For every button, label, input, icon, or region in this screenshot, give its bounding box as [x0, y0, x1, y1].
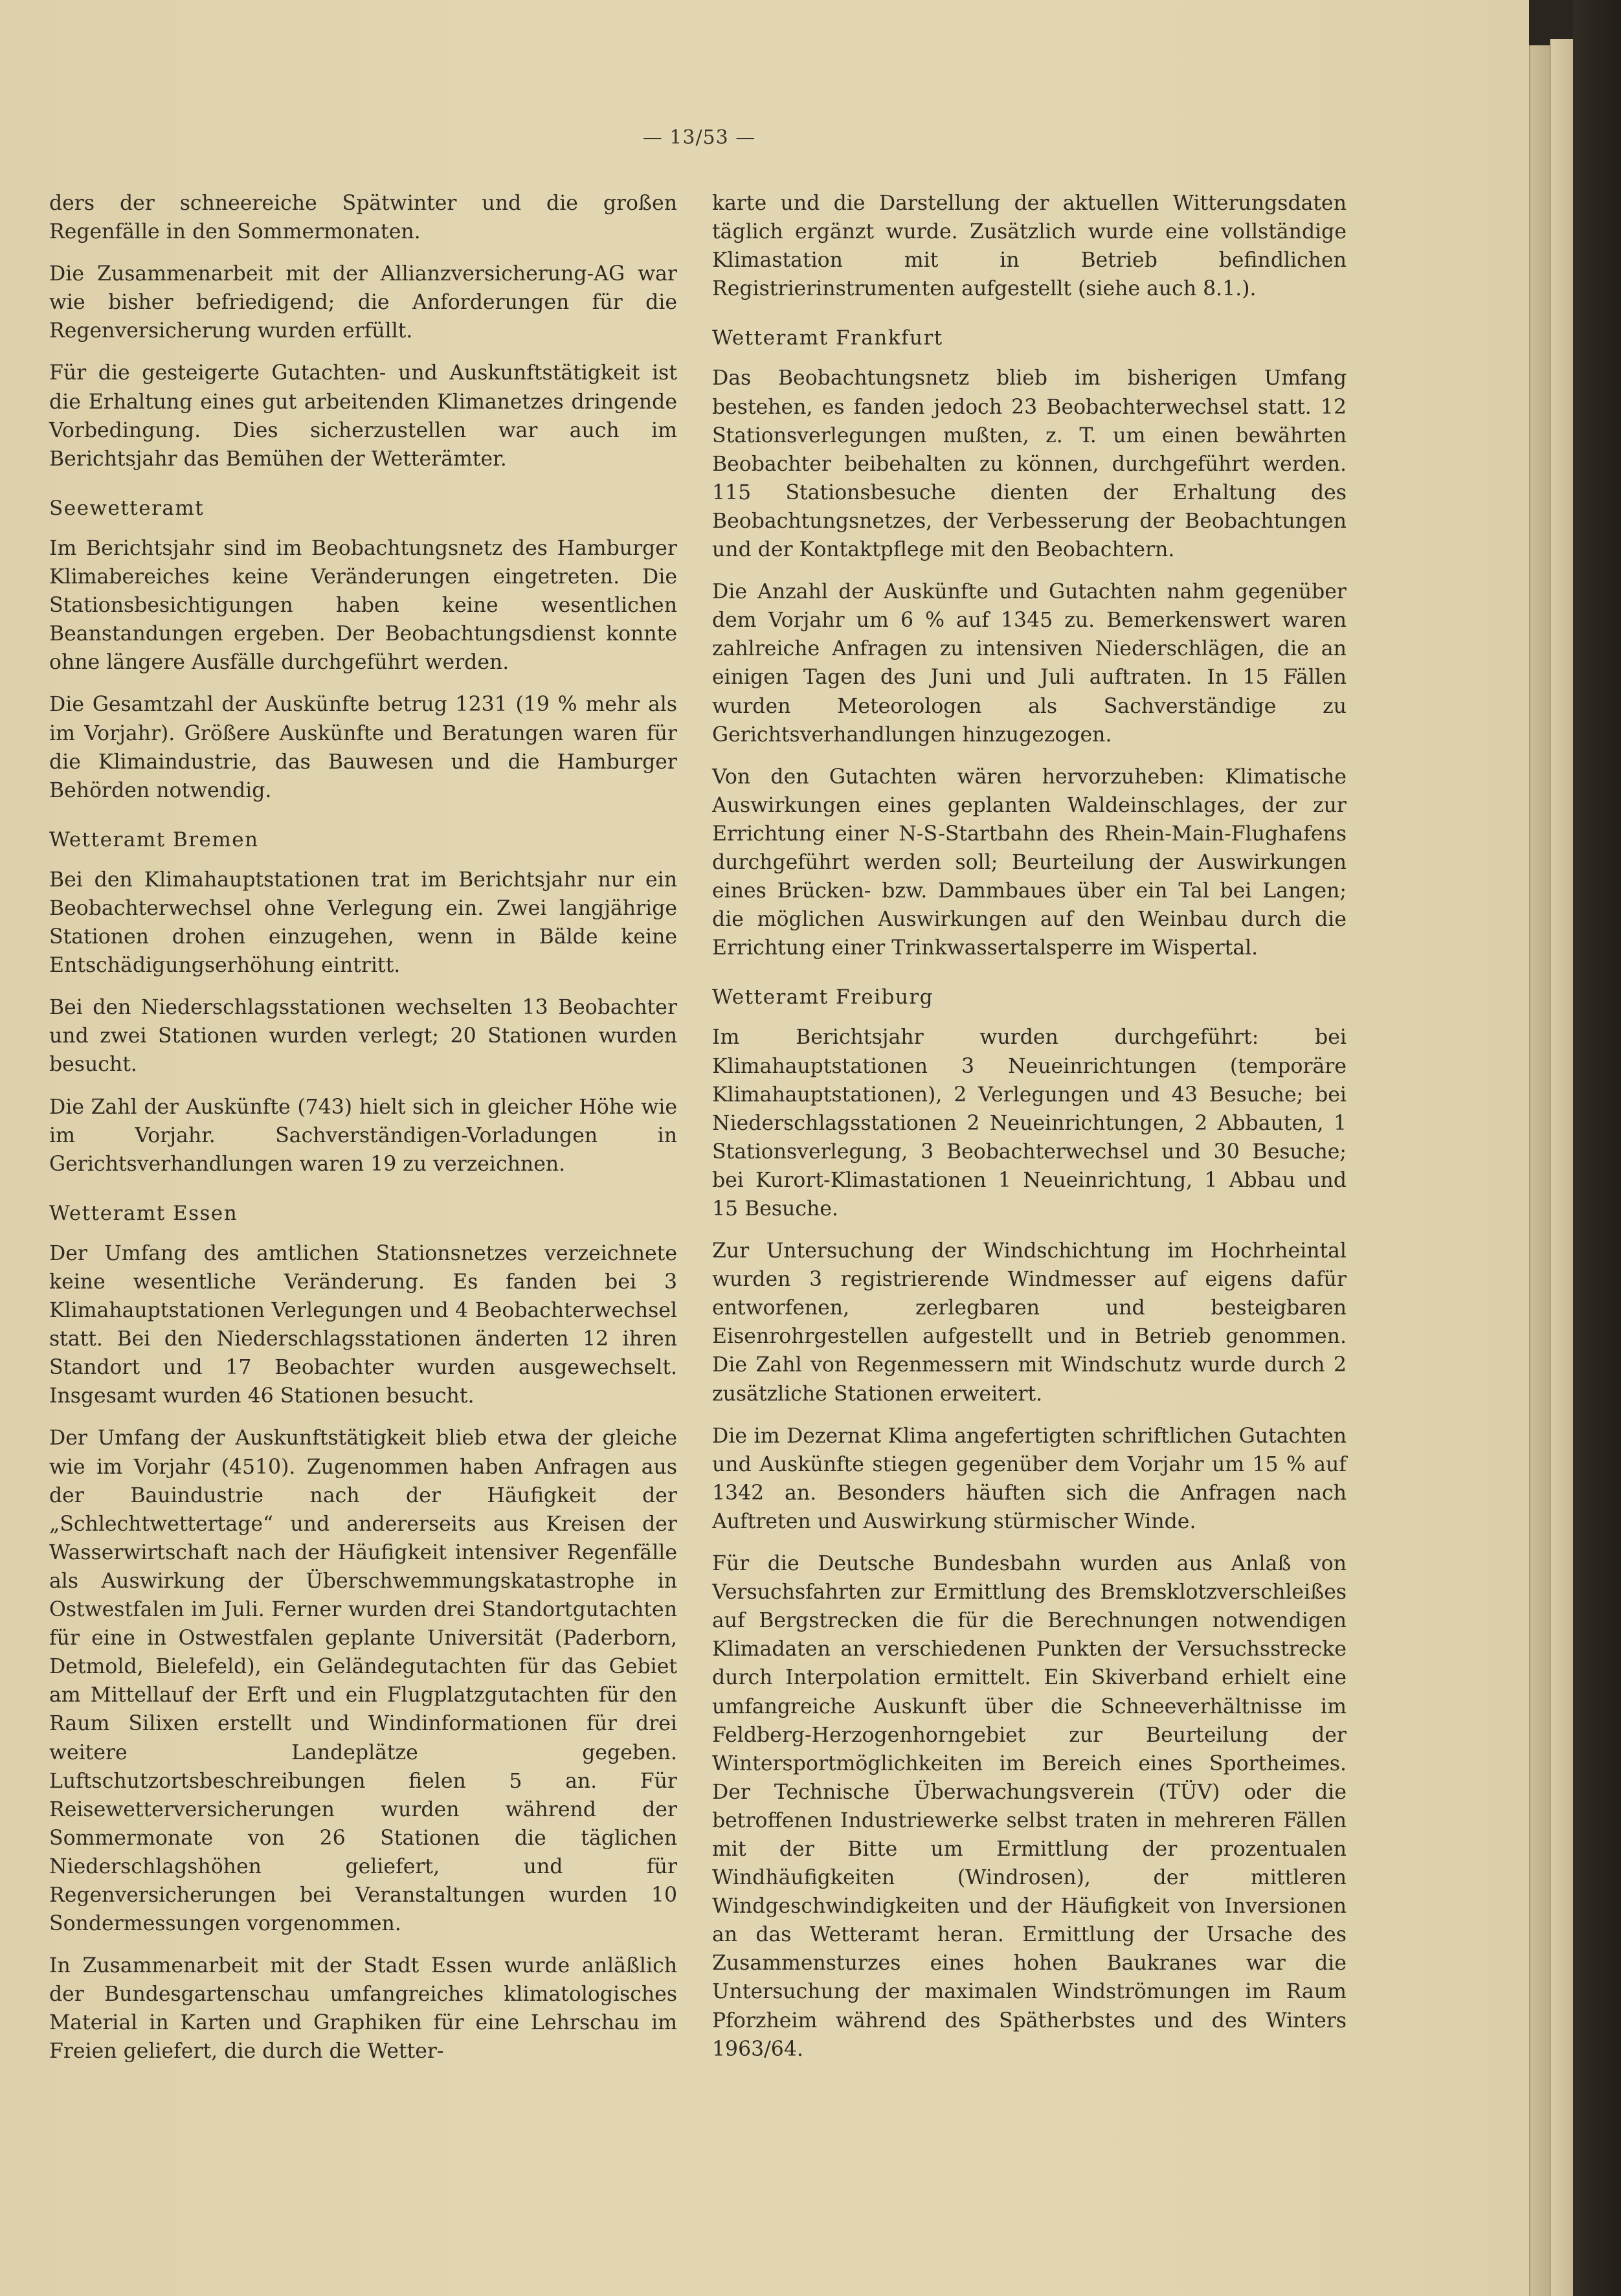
- paragraph: karte und die Darstellung der aktuellen Witterungsdaten täglich ergänzt wurde. Zusätzlich wurde eine vollständige Klimastation mit in Betrieb befindlichen Registrierinstrumenten aufgestellt (siehe auch 8.1.).: [712, 192, 1347, 301]
- paragraph: Von den Gutachten wären hervorzuheben: Klimatische Auswirkungen eines geplanten Waldeinschlages, der zur Errichtung einer N-S-Startbahn des Rhein-Main-Flughafens durchgeführt werden soll; Beurteilung der Auswirkungen eines Brücken- bzw. Dammbaues über ein Tal bei Langen; die möglichen Auswirkungen auf den Weinbau durch die Errichtung einer Trinkwassertalsperre im Wispertal.: [712, 765, 1347, 960]
- left-column: [49, 189, 677, 2080]
- paragraph: Bei den Klimahauptstationen trat im Berichtsjahr nur ein Beobachterwechsel ohne Verlegung ein. Zwei langjährige Stationen drohen einzugehen, wenn in Bälde keine Entschädigungserhöhung eintritt.: [49, 868, 677, 978]
- paragraph: ders der schneereiche Spätwinter und die großen Regenfälle in den Sommermonaten.: [49, 192, 677, 244]
- paragraph: Das Beobachtungsnetz blieb im bisherigen Umfang bestehen, es fanden jedoch 23 Beobachterwechsel statt. 12 Stationsverlegungen mußten, z. T. um einen bewährten Beobachter beibehalten zu können, durchgeführt werden. 115 Stationsbesuche dienten der Erhaltung des Beobachtungsnetzes, der Verbesserung der Beobachtungen und der Kontaktpflege mit den Beobachtern.: [712, 366, 1347, 562]
- section-heading-essen: Wetteramt Essen: [49, 1201, 238, 1225]
- section-heading-frankfurt: Wetteramt Frankfurt: [712, 326, 943, 350]
- paragraph: Die Zahl der Auskünfte (743) hielt sich in gleicher Höhe wie im Vorjahr. Sachverständigen-Vorladungen in Gerichtsverhandlungen waren 19 zu verzeichnen.: [49, 1095, 677, 1176]
- page-number: — 13/53 —: [642, 126, 756, 149]
- section-heading-bremen: Wetteramt Bremen: [49, 827, 259, 851]
- section-heading-seewetteramt: Seewetteramt: [49, 496, 205, 520]
- paragraph: Die im Dezernat Klima angefertigten schriftlichen Gutachten und Auskünfte stiegen gegenüber dem Vorjahr um 15 % auf 1342 an. Besonders häuften sich die Anfragen nach Auftreten und Auswirkung stürmischer Winde.: [712, 1424, 1347, 1533]
- paragraph: Bei den Niederschlagsstationen wechselten 13 Beobachter und zwei Stationen wurden verlegt; 20 Stationen wurden besucht.: [49, 996, 677, 1077]
- paragraph: Die Gesamtzahl der Auskünfte betrug 1231 (19 % mehr als im Vorjahr). Größere Auskünfte und Beratungen waren für die Klimaindustrie, das Bauwesen und die Hamburger Behörden notwendig.: [49, 693, 677, 802]
- paragraph: Zur Untersuchung der Windschichtung im Hochrheintal wurden 3 registrierende Windmesser auf eigens dafür entworfenen, zerlegbaren und besteigbaren Eisenrohrgestellen aufgestellt und in Betrieb genommen. Die Zahl von Regenmessern mit Windschutz wurde durch 2 zusätzliche Stationen erweitert.: [712, 1239, 1347, 1406]
- paragraph: Für die Deutsche Bundesbahn wurden aus Anlaß von Versuchsfahrten zur Ermittlung des Bremsklotzverschleißes auf Bergstrecken die für die Berechnungen notwendigen Klimadaten an verschiedenen Punkten der Versuchsstrecke durch Interpolation ermittelt. Ein Skiverband erhielt eine umfangreiche Auskunft über die Schneeverhältnisse im Feldberg-Herzogenhorngebiet zur Beurteilung der Wintersportmöglichkeiten im Bereich eines Sportheimes. Der Technische Überwachungsverein (TÜV) oder die betroffenen Industriewerke selbst traten in mehreren Fällen mit der Bitte um Ermittlung der prozentualen Windhäufigkeiten (Windrosen), der mittleren Windgeschwindigkeiten und der Häufigkeit von Inversionen an das Wetteramt heran. Ermittlung der Ursache des Zusammensturzes eines hohen Baukranes war die Untersuchung der maximalen Windströmungen im Raum Pforzheim während des Spätherbstes und des Winters 1963/64.: [712, 1552, 1347, 2061]
- paragraph: Im Berichtsjahr wurden durchgeführt: bei Klimahauptstationen 3 Neueinrichtungen (temporäre Klimahauptstationen), 2 Verlegungen und 43 Besuche; bei Niederschlagsstationen 2 Neueinrichtungen, 2 Abbauten, 1 Stationsverlegung, 3 Beobachterwechsel und 30 Besuche; bei Kurort-Klimastationen 1 Neueinrichtung, 1 Abbau und 15 Besuche.: [712, 1026, 1347, 1221]
- section-heading-freiburg: Wetteramt Freiburg: [712, 985, 934, 1009]
- paragraph: Der Umfang der Auskunftstätigkeit blieb etwa der gleiche wie im Vorjahr (4510). Zugenommen haben Anfragen aus der Bauindustrie nach der Häufigkeit der „Schlechtwettertage“ und andererseits aus Kreisen der Wasserwirtschaft nach der Häufigkeit intensiver Regenfälle als Auswirkung der Überschwemmungskatastrophe in Ostwestfalen im Juli. Ferner wurden drei Standortgutachten für eine in Ostwestfalen geplante Universität (Paderborn, Detmold, Bielefeld), ein Geländegutachten für das Gebiet am Mittellauf der Erft und ein Flugplatzgutachten für den Raum Silixen erstellt und Windinformationen für drei weitere Landeplätze gegeben. Luftschutzortsbeschreibungen fielen 5 an. Für Reisewetterversicherungen wurden während der Sommermonate von 26 Stationen die täglichen Niederschlagshöhen geliefert, und für Regenversicherungen bei Veranstaltungen wurden 10 Sondermessungen vorgenommen.: [49, 1426, 677, 1936]
- scan-border: [1573, 0, 1621, 2296]
- page-stack-edge: [1529, 45, 1551, 2296]
- paragraph: Der Umfang des amtlichen Stationsnetzes verzeichnete keine wesentliche Veränderung. Es fanden bei 3 Klimahauptstationen Verlegungen und 4 Beobachterwechsel statt. Bei den Niederschlagsstationen änderten 12 ihren Standort und 17 Beobachter wurden ausgewechselt. Insgesamt wurden 46 Stationen besucht.: [49, 1241, 677, 1408]
- paragraph: Die Zusammenarbeit mit der Allianzversicherung-AG war wie bisher befriedigend; die Anforderungen für die Regenversicherung wurden erfüllt.: [49, 262, 677, 343]
- paragraph: In Zusammenarbeit mit der Stadt Essen wurde anläßlich der Bundesgartenschau umfangreiches klimatologisches Material in Karten und Graphiken für eine Lehrschau im Freien geliefert, die durch die Wetter-: [49, 1954, 677, 2064]
- paragraph: Für die gesteigerte Gutachten- und Auskunftstätigkeit ist die Erhaltung eines gut arbeitenden Klimanetzes dringende Vorbedingung. Dies sicherzustellen war auch im Berichtsjahr das Bemühen der Wetterämter.: [49, 361, 677, 471]
- right-column: [712, 189, 1347, 2077]
- paragraph: Die Anzahl der Auskünfte und Gutachten nahm gegenüber dem Vorjahr um 6 % auf 1345 zu. Bemerkenswert waren zahlreiche Anfragen zu intensiven Niederschlägen, die an einigen Tagen des Juni und Juli auftraten. In 15 Fällen wurden Meteorologen als Sachverständige zu Gerichtsverhandlungen hinzugezogen.: [712, 580, 1347, 747]
- paragraph: Im Berichtsjahr sind im Beobachtungsnetz des Hamburger Klimabereiches keine Veränderungen eingetreten. Die Stationsbesichtigungen haben keine wesentlichen Beanstandungen ergeben. Der Beobachtungsdienst konnte ohne längere Ausfälle durchgeführt werden.: [49, 536, 677, 675]
- page-stack-edge: [1550, 39, 1574, 2296]
